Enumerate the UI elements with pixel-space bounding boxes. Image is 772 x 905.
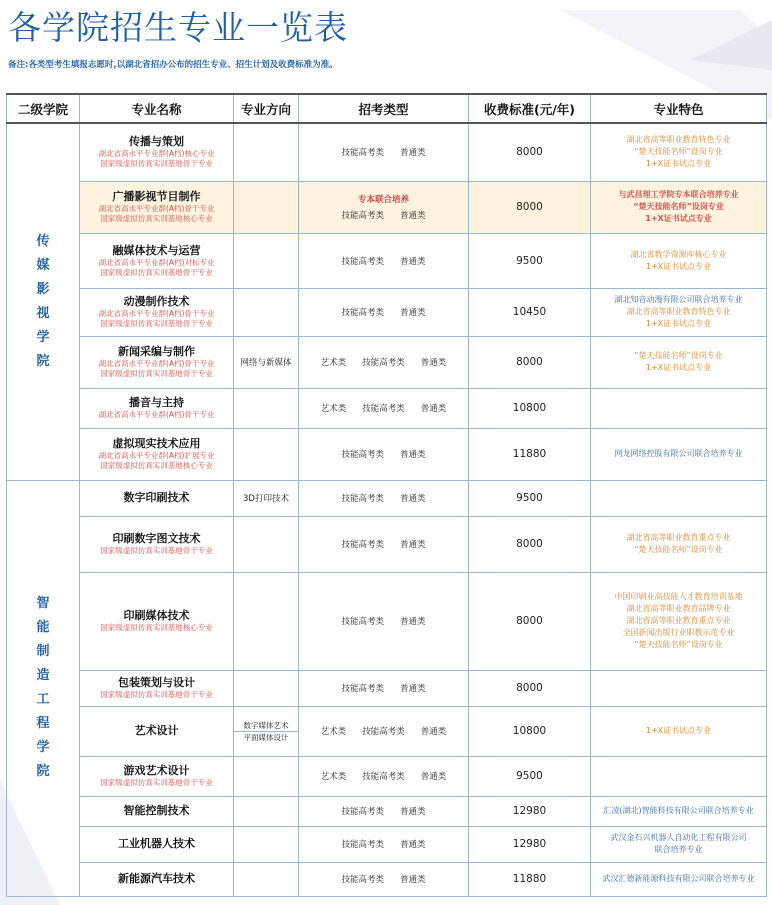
major-name: 数字印刷技术 (123, 491, 190, 504)
major-cell (80, 181, 234, 233)
feature-item: 1+X证书试点专业 (645, 159, 712, 169)
fee-cell: 8000 (469, 336, 591, 388)
direction-item: 平面媒体设计 (243, 732, 289, 742)
direction-cell: 网络与新媒体 (234, 336, 299, 388)
feature-cell (591, 826, 767, 862)
feature-cell (591, 862, 767, 896)
category-cell (299, 233, 469, 288)
feature-item: 湖北省高等职业教育重点专业 (626, 616, 731, 625)
major-cell (80, 123, 234, 181)
category-cell (299, 480, 469, 516)
category-cell (299, 756, 469, 796)
fee-cell: 12980 (469, 796, 591, 826)
category-item: 技能高考类 (341, 875, 384, 885)
table-row (7, 233, 767, 288)
category-cell (299, 516, 469, 572)
category-item: 技能高考类 (341, 308, 384, 318)
feature-cell (591, 388, 767, 428)
feature-item: 1+X证书试点专业 (645, 363, 712, 372)
category-item: 普通类 (400, 684, 426, 694)
fee-cell: 9500 (469, 480, 591, 516)
category-cell (299, 336, 469, 388)
feature-item: 湖北省高等职业教育重点专业 (626, 533, 731, 542)
category-item: 普通类 (400, 807, 426, 817)
table-row (7, 670, 767, 706)
category-cell (299, 181, 469, 233)
direction-split (234, 720, 298, 743)
category-cell (299, 428, 469, 480)
category-item: 技能高考类 (341, 211, 384, 221)
category-item: 普通类 (400, 211, 426, 221)
table-body (7, 123, 767, 896)
direction-cell: 3D打印技术 (234, 480, 299, 516)
direction-cell (234, 706, 299, 756)
major-name: 智能控制技术 (123, 804, 190, 817)
major-cell (80, 796, 234, 826)
category-cell (299, 862, 469, 896)
category-item: 技能高考类 (341, 617, 384, 627)
fee-cell: 8000 (469, 572, 591, 670)
category-item: 技能高考类 (341, 450, 384, 460)
category-item: 艺术类 (320, 358, 347, 368)
fee-cell: 8000 (469, 516, 591, 572)
direction-cell (234, 388, 299, 428)
major-subtitle: 湖北省高水平专业群(A档)骨干专业 (98, 204, 215, 213)
feature-cell (591, 670, 767, 706)
direction-item: 数字媒体艺术 (234, 720, 298, 732)
category-item: 技能高考类 (341, 684, 384, 694)
category-item: 普通类 (400, 256, 426, 267)
feature-item: 湖北省教学资源库核心专业 (630, 249, 727, 259)
direction-cell (234, 288, 299, 336)
major-name: 印刷数字图文技术 (112, 532, 201, 545)
feature-item: 联合培养专业 (654, 845, 703, 854)
major-name: 游戏艺术设计 (123, 764, 190, 777)
feature-item: 1+X证书试点专业 (645, 319, 712, 328)
category-item: 普通类 (420, 404, 447, 414)
category-cell (299, 706, 469, 756)
table-row (7, 480, 767, 516)
table-row (7, 572, 767, 670)
fee-cell: 8000 (469, 123, 591, 181)
direction-cell (234, 516, 299, 572)
fee-cell: 9500 (469, 233, 591, 288)
major-cell (80, 516, 234, 572)
feature-item: 1+X证书试点专业 (645, 214, 712, 223)
feature-cell (591, 233, 767, 288)
feature-cell (591, 572, 767, 670)
major-name: 融媒体技术与运营 (112, 243, 201, 257)
header-features: 专业特色 (591, 94, 767, 123)
feature-item: 湖北省高等职业教育特色专业 (626, 135, 731, 145)
major-cell (80, 706, 234, 756)
feature-item: 湖北知音动漫有限公司联合培养专业 (614, 295, 743, 304)
fee-cell: 10800 (469, 706, 591, 756)
major-subtitle: 湖北省高水平专业群(A档)对标专业 (98, 257, 215, 267)
category-item: 技能高考类 (362, 772, 405, 782)
category-item: 技能高考类 (341, 148, 384, 159)
feature-item: 全国新闻出版行业职教示范专业 (622, 628, 735, 637)
feature-item: 武汉汇德新能源科技有限公司联合培养专业 (602, 874, 755, 883)
major-name: 传播与策划 (129, 135, 184, 149)
major-cell (80, 572, 234, 670)
feature-item: “楚天技能名师”设岗专业 (634, 351, 723, 360)
fee-cell: 11880 (469, 428, 591, 480)
header-category: 招考类型 (299, 94, 469, 123)
category-cell (299, 123, 469, 181)
feature-item: 与武昌理工学院专本联合培养专业 (618, 190, 739, 199)
fee-cell: 9500 (469, 756, 591, 796)
category-item: 技能高考类 (341, 494, 384, 504)
category-item: 技能高考类 (341, 807, 384, 817)
category-item: 技能高考类 (341, 840, 384, 850)
direction-cell (234, 428, 299, 480)
major-name: 新能源汽车技术 (118, 872, 195, 885)
table-row (7, 516, 767, 572)
header-fee: 收费标准(元/年) (469, 94, 591, 123)
major-subtitle: 国家级虚拟仿真实训基地骨干专业 (100, 319, 213, 328)
category-cell (299, 670, 469, 706)
major-subtitle: 湖北省高水平专业群(A档)扩展专业 (98, 451, 215, 460)
direction-cell (234, 181, 299, 233)
feature-item: 1+X证书试点专业 (645, 726, 712, 735)
table-row (7, 336, 767, 388)
major-name: 新闻采编与制作 (118, 345, 195, 358)
feature-item: 武汉金石兴机器人自动化工程有限公司 (610, 833, 747, 842)
college-cell: 智 能 制 造 工 程 学 院 (7, 480, 80, 896)
fee-cell: 8000 (469, 181, 591, 233)
category-cell (299, 796, 469, 826)
major-subtitle: 湖北省高水平专业群(A档)骨干专业 (98, 410, 215, 419)
major-cell (80, 336, 234, 388)
major-subtitle: 国家级虚拟仿真实训基地骨干专业 (100, 778, 213, 787)
page-note: 备注:各类型考生填报志愿时,以湖北省招办公布的招生专业、招生计划及收费标准为准。 (8, 60, 338, 70)
category-item: 技能高考类 (362, 404, 405, 414)
major-subtitle: 湖北省高水平专业群(A档)骨干专业 (98, 359, 215, 368)
major-subtitle: 国家级虚拟仿真实训基地骨干专业 (100, 546, 213, 555)
major-name: 艺术设计 (134, 724, 179, 737)
major-subtitle: 国家级虚拟仿真实训基地核心专业 (100, 623, 213, 632)
table-row (7, 428, 767, 480)
major-name: 印刷媒体技术 (123, 609, 190, 622)
direction-cell (234, 826, 299, 862)
direction-cell (234, 123, 299, 181)
feature-item: 湖北省高等职业教育特色专业 (626, 307, 731, 316)
major-subtitle: 国家级虚拟仿真实训基地骨干专业 (100, 369, 213, 378)
fee-cell: 10450 (469, 288, 591, 336)
feature-cell (591, 123, 767, 181)
table-header-row (7, 94, 767, 123)
category-item: 技能高考类 (341, 540, 384, 550)
major-cell (80, 480, 234, 516)
page-title: 各学院招生专业一览表 (8, 8, 348, 47)
fee-cell: 12980 (469, 826, 591, 862)
category-cell (299, 572, 469, 670)
direction-cell (234, 670, 299, 706)
major-cell (80, 288, 234, 336)
category-item: 普通类 (400, 450, 426, 460)
feature-item: 中国印刷业高技能人才教育培训基地 (614, 592, 743, 601)
major-name: 工业机器人技术 (118, 837, 195, 850)
category-item: 普通类 (420, 772, 447, 782)
category-item: 技能高考类 (341, 256, 384, 267)
header-major: 专业名称 (80, 94, 234, 123)
major-cell (80, 862, 234, 896)
major-cell (80, 670, 234, 706)
direction-cell (234, 756, 299, 796)
feature-cell (591, 480, 767, 516)
major-name: 动漫制作技术 (123, 295, 190, 308)
category-cell (299, 388, 469, 428)
table-row (7, 826, 767, 862)
category-item: 普通类 (400, 494, 426, 504)
direction-cell (234, 233, 299, 288)
category-item: 技能高考类 (362, 358, 405, 368)
major-subtitle: 国家级虚拟仿真实训基地核心专业 (100, 214, 213, 223)
feature-cell (591, 288, 767, 336)
college-cell: 传 媒 影 视 学 院 (7, 123, 80, 480)
fee-cell: 11880 (469, 862, 591, 896)
category-item: 普通类 (400, 875, 426, 885)
major-cell (80, 826, 234, 862)
fee-cell: 8000 (469, 670, 591, 706)
direction-cell (234, 572, 299, 670)
fee-cell: 10800 (469, 388, 591, 428)
major-cell (80, 428, 234, 480)
feature-item: 湖北省高等职业教育品牌专业 (626, 604, 731, 613)
table-row (7, 388, 767, 428)
major-subtitle: 国家级虚拟仿真实训基地骨干专业 (100, 159, 213, 169)
category-item: 普通类 (400, 540, 426, 550)
category-item: 艺术类 (320, 404, 347, 414)
feature-cell (591, 181, 767, 233)
category-cell (299, 826, 469, 862)
major-name: 包装策划与设计 (118, 676, 195, 689)
feature-item: “楚天技能名师”设岗专业 (633, 202, 724, 211)
major-subtitle: 湖北省高水平专业群(A档)骨干专业 (98, 309, 215, 318)
category-item: 普通类 (420, 358, 447, 368)
direction-cell (234, 796, 299, 826)
special-label: 专本联合培养 (357, 195, 409, 205)
table-row (7, 862, 767, 896)
major-name: 播音与主持 (129, 396, 184, 409)
table-row (7, 796, 767, 826)
feature-cell (591, 796, 767, 826)
feature-cell (591, 336, 767, 388)
major-subtitle: 湖北省高水平专业群(A档)核心专业 (98, 149, 215, 159)
header-college: 二级学院 (7, 94, 80, 123)
category-item: 普通类 (400, 308, 426, 318)
feature-item: 1+X证书试点专业 (645, 261, 712, 271)
major-name: 广播影视节目制作 (112, 190, 201, 203)
category-item: 普通类 (400, 617, 426, 627)
header-direction: 专业方向 (234, 94, 299, 123)
feature-cell (591, 756, 767, 796)
category-item: 普通类 (400, 840, 426, 850)
major-subtitle: 国家级虚拟仿真实训基地核心专业 (100, 461, 213, 470)
major-cell (80, 388, 234, 428)
feature-cell (591, 428, 767, 480)
table-row (7, 706, 767, 756)
table-row (7, 123, 767, 181)
major-cell (80, 756, 234, 796)
feature-item: 汇凌(湖北)智能科技有限公司联合培养专业 (603, 806, 754, 815)
category-item: 技能高考类 (362, 727, 405, 737)
majors-table (6, 93, 767, 897)
feature-item: “楚天技能名师”设岗专业 (634, 545, 723, 554)
table-row (7, 181, 767, 233)
feature-item: 网龙网络控股有限公司联合培养专业 (614, 449, 743, 458)
category-item: 艺术类 (320, 772, 347, 782)
major-subtitle: 国家级虚拟仿真实训基地骨干专业 (100, 267, 213, 277)
category-cell (299, 288, 469, 336)
feature-cell (591, 516, 767, 572)
category-item: 艺术类 (320, 727, 347, 737)
major-name: 虚拟现实技术应用 (112, 437, 201, 450)
table-row (7, 756, 767, 796)
direction-cell (234, 862, 299, 896)
category-item: 普通类 (400, 148, 426, 159)
major-cell (80, 233, 234, 288)
feature-item: “楚天技能名师”设岗专业 (634, 147, 723, 157)
feature-cell (591, 706, 767, 756)
major-subtitle: 国家级虚拟仿真实训基地骨干专业 (100, 690, 213, 699)
feature-item: “楚天技能名师”设岗专业 (634, 640, 723, 649)
table-row (7, 288, 767, 336)
category-item: 普通类 (420, 727, 447, 737)
